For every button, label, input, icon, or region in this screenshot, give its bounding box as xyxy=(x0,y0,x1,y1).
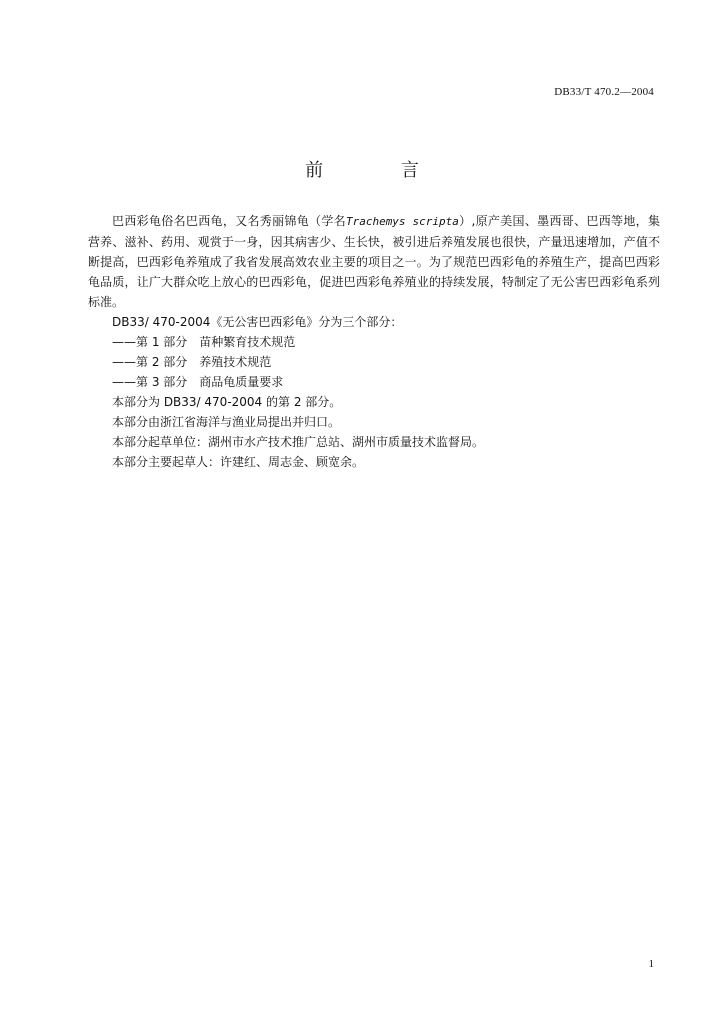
intro-paragraph xyxy=(88,211,660,312)
parts-statement: DB33/ 470-2004《无公害巴西彩龟》分为三个部分： xyxy=(112,315,403,329)
foreword-body xyxy=(88,211,660,472)
drafters: 本部分主要起草人：许建红、周志金、顾宽余。 xyxy=(112,455,365,469)
page-number: 1 xyxy=(648,958,654,970)
intro-text-start: 巴西彩龟俗名巴西龟，又名秀丽锦龟（学名 xyxy=(112,214,346,228)
part-1-item: ——第 1 部分 苗种繁育技术规范 xyxy=(112,335,296,349)
drafting-units: 本部分起草单位：湖州市水产技术推广总站、湖州市质量技术监督局。 xyxy=(112,435,485,449)
document-code: DB33/T 470.2—2004 xyxy=(554,86,654,98)
part-3-item: ——第 3 部分 商品龟质量要求 xyxy=(112,375,284,389)
part-2-item: ——第 2 部分 养殖技术规范 xyxy=(112,355,272,369)
intro-text-rest: ）,原产美国、墨西哥、巴西等地，集营养、滋补、药用、观赏于一身，因其病害少、生长快，被引进后养殖发展也很快，产量迅速增加，产值不断提高，巴西彩龟养殖成了我省发展高效农业主要的项目之一。为了规范巴西彩龟的养殖生产，提高巴西彩龟品质，让广大群众吃上放心的巴西彩龟，促进巴西彩龟养殖业的持续发展，特制定了无公害巴西彩龟系列标准。 xyxy=(88,214,660,309)
page-title: 前 言 xyxy=(305,160,455,181)
this-part-statement: 本部分为 DB33/ 470-2004 的第 2 部分。 xyxy=(112,395,342,409)
scientific-name: Trachemys scripta xyxy=(345,215,459,228)
proposer-statement: 本部分由浙江省海洋与渔业局提出并归口。 xyxy=(112,415,341,429)
